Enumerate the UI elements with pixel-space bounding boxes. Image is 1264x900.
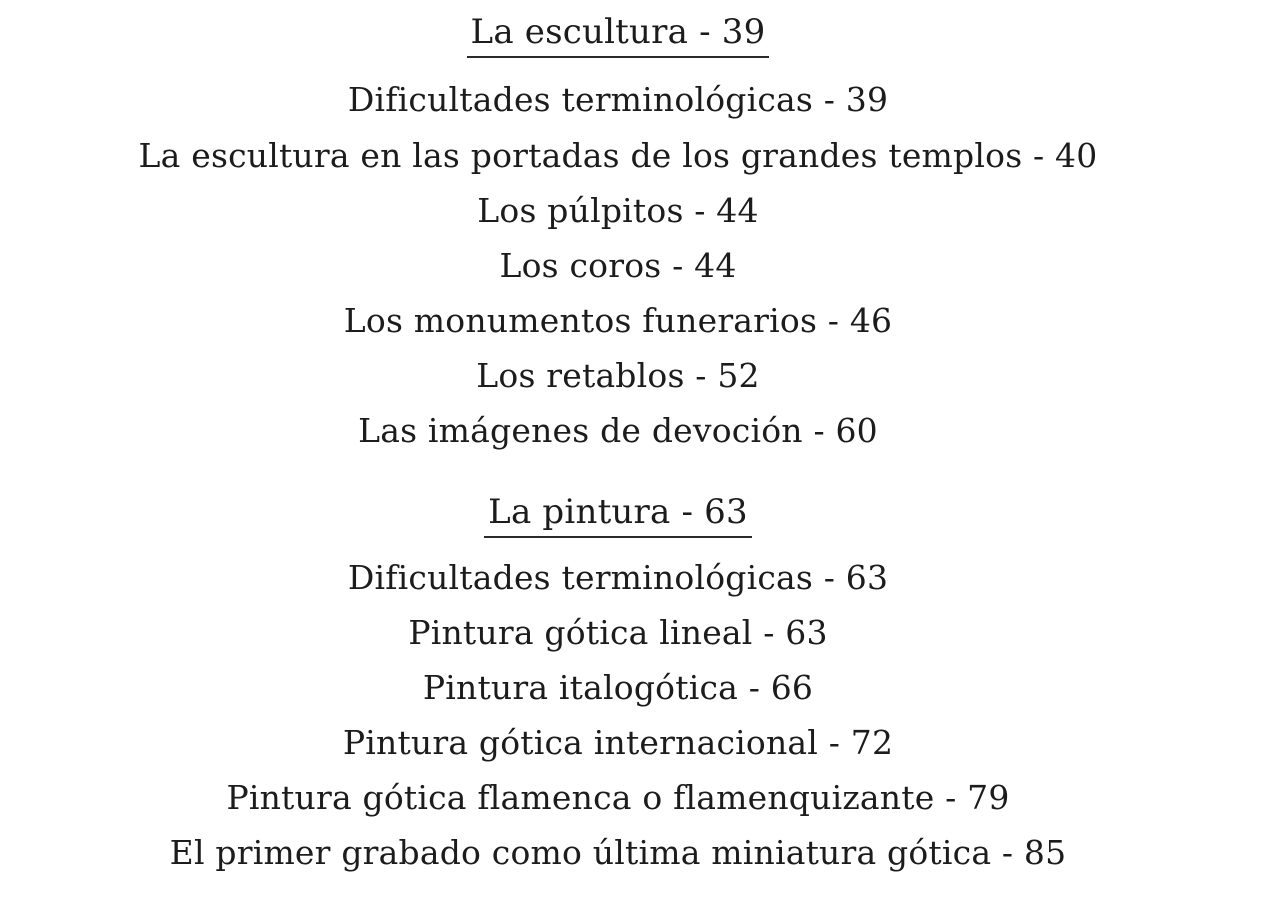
- toc-entry: Los monumentos funerarios - 46: [343, 301, 893, 340]
- toc-entry: La escultura en las portadas de los grandes templos - 40: [138, 136, 1098, 175]
- section-heading-escultura: [0, 12, 1236, 58]
- toc-entry: Los coros - 44: [499, 246, 737, 285]
- toc-entry: Pintura gótica flamenca o flamenquizante - 79: [226, 778, 1010, 817]
- toc-entry: Los púlpitos - 44: [477, 191, 759, 230]
- toc-entry: El primer grabado como última miniatura gótica - 85: [169, 833, 1067, 872]
- section-heading-pintura: [0, 492, 1236, 538]
- section-heading-text: La pintura - 63: [484, 492, 752, 538]
- toc-entry: Pintura gótica internacional - 72: [342, 723, 894, 762]
- toc-entry: Las imágenes de devoción - 60: [358, 411, 878, 450]
- toc-entry: Dificultades terminológicas - 63: [347, 558, 889, 597]
- toc-entry: Dificultades terminológicas - 39: [347, 80, 889, 119]
- toc-entry: Pintura italogótica - 66: [422, 668, 814, 707]
- toc-entry: Los retablos - 52: [476, 356, 760, 395]
- section-heading-text: La escultura - 39: [467, 12, 770, 58]
- toc-entry: Pintura gótica lineal - 63: [408, 613, 828, 652]
